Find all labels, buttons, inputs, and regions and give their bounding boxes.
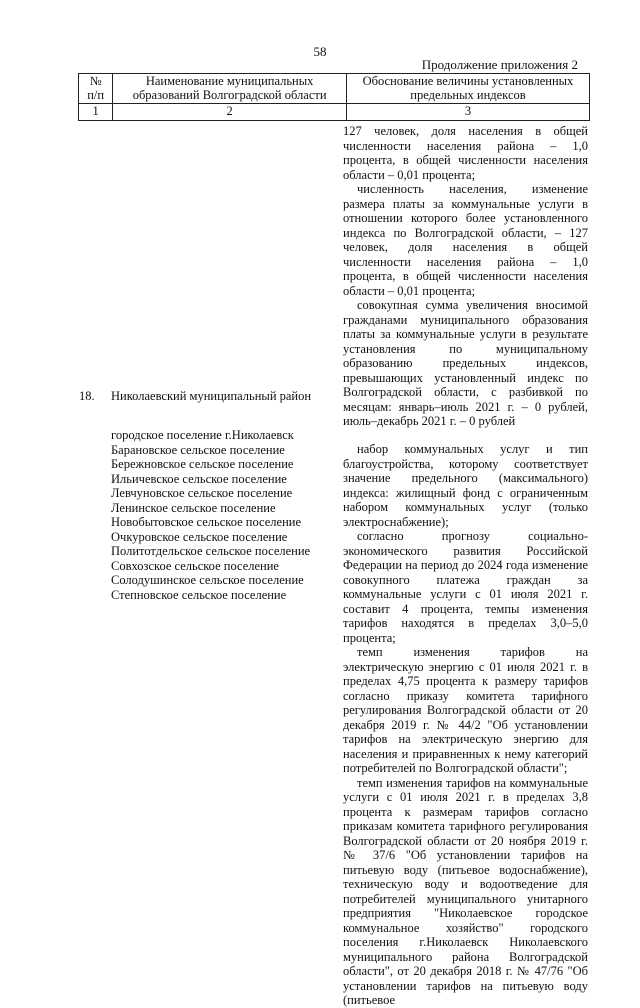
- list-item: Солодушинское сельское поселение: [111, 573, 304, 587]
- paragraph: 127 человек, доля населения в общей численности населения района – 1,0 процента, в общей численности населения области – 0,01 процента;: [343, 124, 588, 182]
- header-municipality: Наименование муниципальных образований Волгоградской области: [113, 74, 347, 104]
- header-index-3: 3: [346, 104, 589, 121]
- paragraph: совокупная сумма увеличения вносимой гражданами муниципального образования платы за коммунальные услуги в результате установления по муниципальному образованию предельных индексов, превышающих установленный индекс по Волгоградской области, с разбивкой по месяцам: январь–июль 2021 г. – 0 рублей, июль–декабрь 2021 г. – 0 рублей: [343, 298, 588, 428]
- list-item: Ленинское сельское поселение: [111, 500, 276, 515]
- row18-justification-block: [343, 442, 588, 1008]
- paragraph: темп изменения тарифов на коммунальные услуги с 01 июля 2021 г. в пределах 3,8 процента к размерам тарифов согласно приказам комитета тарифного регулирования Волгоградской области от 20 ноября 2019 г. № 37/6 "Об установлении тарифов на питьевую воду (питьевое водоснабжение), техническую воду и водоотведение для потребителей муниципального унитарного предприятия "Николаевское городское коммунальное хозяйство" городского поселения г.Николаевск Николаевского муниципального района Волгоградской области", от 20 декабря 2018 г. № 47/76 "Об установлении тарифов на питьевую воду (питьевое: [343, 775, 588, 1007]
- list-item: Очкуровское сельское поселение: [111, 529, 288, 544]
- list-item: Новобытовское сельское поселение: [111, 515, 302, 529]
- list-item: Политотдельское сельское поселение: [111, 544, 311, 558]
- header-index-1: 1: [79, 104, 113, 121]
- list-item: Левчуновское сельское поселение: [111, 486, 293, 500]
- paragraph: набор коммунальных услуг и тип благоустройства, которому соответствует значение предельного (максимального) индекса: жилищный фонд с ограниченным набором коммунальных услуг (только электроснабжение);: [343, 442, 588, 529]
- list-item: Барановское сельское поселение: [111, 442, 285, 457]
- table-header: [78, 73, 590, 121]
- list-item: Степновское сельское поселение: [111, 587, 287, 602]
- header-number: № п/п: [79, 74, 113, 104]
- list-item: Совхозское сельское поселение: [111, 558, 279, 573]
- district-name: Николаевский муниципальный район: [111, 389, 312, 403]
- top-justification-block: [343, 124, 588, 429]
- header-justification: Обоснование величины установленных предельных индексов: [346, 74, 589, 104]
- page-number: 58: [313, 44, 327, 59]
- paragraph: численность населения, изменение размера платы за коммунальные услуги в отношении которого более установленного индекса по Волгоградской области, – 127 человек, доля населения в общей численности населения района – 1,0 процента, в общей численности населения области – 0,01 процента;: [343, 182, 588, 298]
- header-index-2: 2: [113, 104, 347, 121]
- list-item: Бережновское сельское поселение: [111, 457, 294, 471]
- list-item: городское поселение г.Николаевск: [111, 428, 294, 442]
- row-number: 18.: [79, 389, 95, 403]
- paragraph: темп изменения тарифов на электрическую энергию с 01 июля 2021 г. в пределах 4,75 процента к размеру тарифов согласно приказу комитета тарифного регулирования Волгоградской области от 20 декабря 2019 г. № 44/2 "Об установлении тарифов на электрическую энергию для населения и приравненных к нему категорий потребителей по Волгоградской области";: [343, 645, 588, 775]
- paragraph: согласно прогнозу социально-экономического развития Российской Федерации на период до 2024 года изменение совокупного платежа граждан за коммунальные услуги с 01 июля 2021 г. составит 4 процента, темпы изменения тарифов находятся в пределах 3,0–5,0 процента;: [343, 529, 588, 645]
- list-item: Ильичевское сельское поселение: [111, 471, 287, 486]
- settlement-list: [111, 428, 310, 602]
- continuation-label: Продолжение приложения 2: [421, 57, 578, 72]
